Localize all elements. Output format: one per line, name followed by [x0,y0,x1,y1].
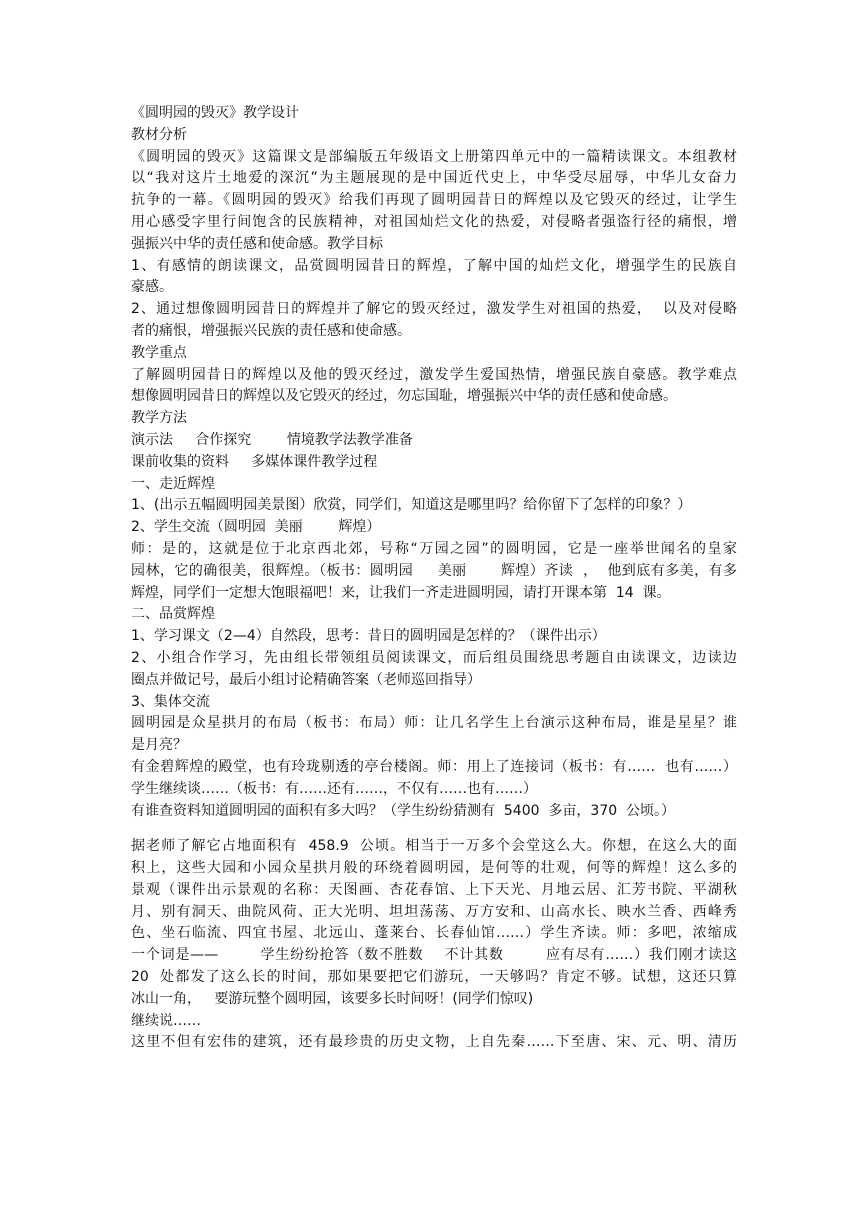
text-line: 继续说…… [131,1012,201,1029]
text-line: 圆明园是众星拱月的布局（板书：布局）师：让几名学生上台演示这种布局，谁是星星？谁 [131,715,737,732]
text-line: 2、学生交流（圆明园 美丽 辉煌） [131,519,381,536]
text-line: 1、有感情的朗读课文，品赏圆明园昔日的辉煌，了解中国的灿烂文化，增强学生的民族自 [131,257,737,274]
text-line: 景观（课件出示景观的名称：天图画、杏花春馆、上下天光、月地云居、汇芳书院、平湖秋 [131,881,737,898]
text-line: 圈点并做记号，最后小组讨论精确答案（老师巡回指导） [131,671,481,688]
text-line: 者的痛恨，增强振兴民族的责任感和使命感。 [131,322,411,339]
text-line: 积上，这些大园和小园众星拱月般的环绕着圆明园，是何等的壮观，何等的辉煌！这么多的 [131,860,737,877]
text-line: 《圆明园的毁灭》教学设计 [131,105,299,121]
text-line: 一、走近辉煌 [131,475,215,492]
text-line: 以“我对这片土地爱的深沉”为主题展现的是中国近代史上，中华受尽屈辱，中华儿女奋力 [131,170,737,187]
text-line: 2、小组合作学习，先由组长带领组员阅读课文，而后组员围绕思考题自由读课文，边读边 [131,649,737,666]
text-line: 一个词是—— 学生纷纷抢答（数不胜数 不计其数 应有尽有……）我们刚才读这 [131,947,737,964]
text-line: 2、通过想像圆明园昔日的辉煌并了解它的毁灭经过，激发学生对祖国的热爱， 以及对侵略 [131,301,737,318]
text-line: 强振兴中华的责任感和使命感。教学目标 [131,235,383,252]
text-line: 想像圆明园昔日的辉煌以及它毁灭的经过，勿忘国耻，增强振兴中华的责任感和使命感。 [131,388,677,405]
text-line: 《圆明园的毁灭》这篇课文是部编版五年级语文上册第四单元中的一篇精读课文。本组教材 [131,148,737,165]
text-line: 有谁查资料知道圆明园的面积有多大吗？（学生纷纷猜测有 5400 多亩，370 公顷。） [131,802,676,819]
text-line: 学生继续谈……（板书：有……还有……，不仅有……也有……） [131,780,537,797]
text-line: 是月亮？ [131,737,187,754]
document-page [131,103,737,1054]
text-line: 用心感受字里行间饱含的民族精神，对祖国灿烂文化的热爱，对侵略者强盗行径的痛恨，增 [131,213,737,230]
text-line: 了解圆明园昔日的辉煌以及他的毁灭经过，激发学生爱国热情，增强民族自豪感。教学难点 [131,366,737,383]
text-line: 演示法 合作探究 情境教学法教学准备 [131,431,413,448]
text-line: 月、别有洞天、曲院风荷、正大光明、坦坦荡荡、万方安和、山高水长、映水兰香、西峰秀 [131,903,737,920]
text-line: 园林，它的确很美，很辉煌。（板书：圆明园 美丽 辉煌）齐读 ， 他到底有多美，有多 [131,562,737,579]
text-line: 教材分析 [131,126,187,143]
paragraph-gap [131,822,737,836]
text-line: 有金碧辉煌的殿堂，也有玲珑剔透的亭台楼阁。师：用上了连接词（板书：有…… 也有……） [131,758,737,775]
text-line: 20 处都发了这么长的时间，那如果要把它们游玩，一天够吗？肯定不够。试想，这还只算 [131,969,737,986]
text-line: 抗争的一幕。《圆明园的毁灭》给我们再现了圆明园昔日的辉煌以及它毁灭的经过，让学生 [131,192,737,209]
text-line: 教学方法 [131,410,187,427]
text-line: 冰山一角， 要游玩整个圆明园，该要多长时间呀！(同学们惊叹) [131,990,534,1007]
text-line: 1、学习课文（2—4）自然段，思考：昔日的圆明园是怎样的？（课件出示） [131,628,606,645]
text-line: 3、集体交流 [131,693,210,710]
text-line: 1、(出示五幅圆明园美景图）欣赏，同学们，知道这是哪里吗？给你留下了怎样的印象？） [131,497,692,514]
text-line: 教学重点 [131,344,187,361]
text-line: 据老师了解它占地面积有 458.9 公顷。相当于一万多个会堂这么大。你想，在这么大的面 [131,838,737,855]
text-line: 二、品赏辉煌 [131,606,215,623]
text-line: 师：是的，这就是位于北京西北郊，号称“万园之园”的圆明园，它是一座举世闻名的皇家 [131,540,737,557]
text-line: 辉煌，同学们一定想大饱眼福吧！来，让我们一齐走进圆明园，请打开课本第 14 课。 [131,584,671,601]
text-line: 课前收集的资料 多媒体课件教学过程 [131,453,378,470]
text-line: 豪感。 [131,279,173,296]
text-line: 这里不但有宏伟的建筑，还有最珍贵的历史文物，上自先秦……下至唐、宋、元、明、清历 [131,1034,737,1051]
text-line: 色、坐石临流、四宜书屋、北远山、蓬莱台、长春仙馆……）学生齐读。师：多吧，浓缩成 [131,925,737,942]
